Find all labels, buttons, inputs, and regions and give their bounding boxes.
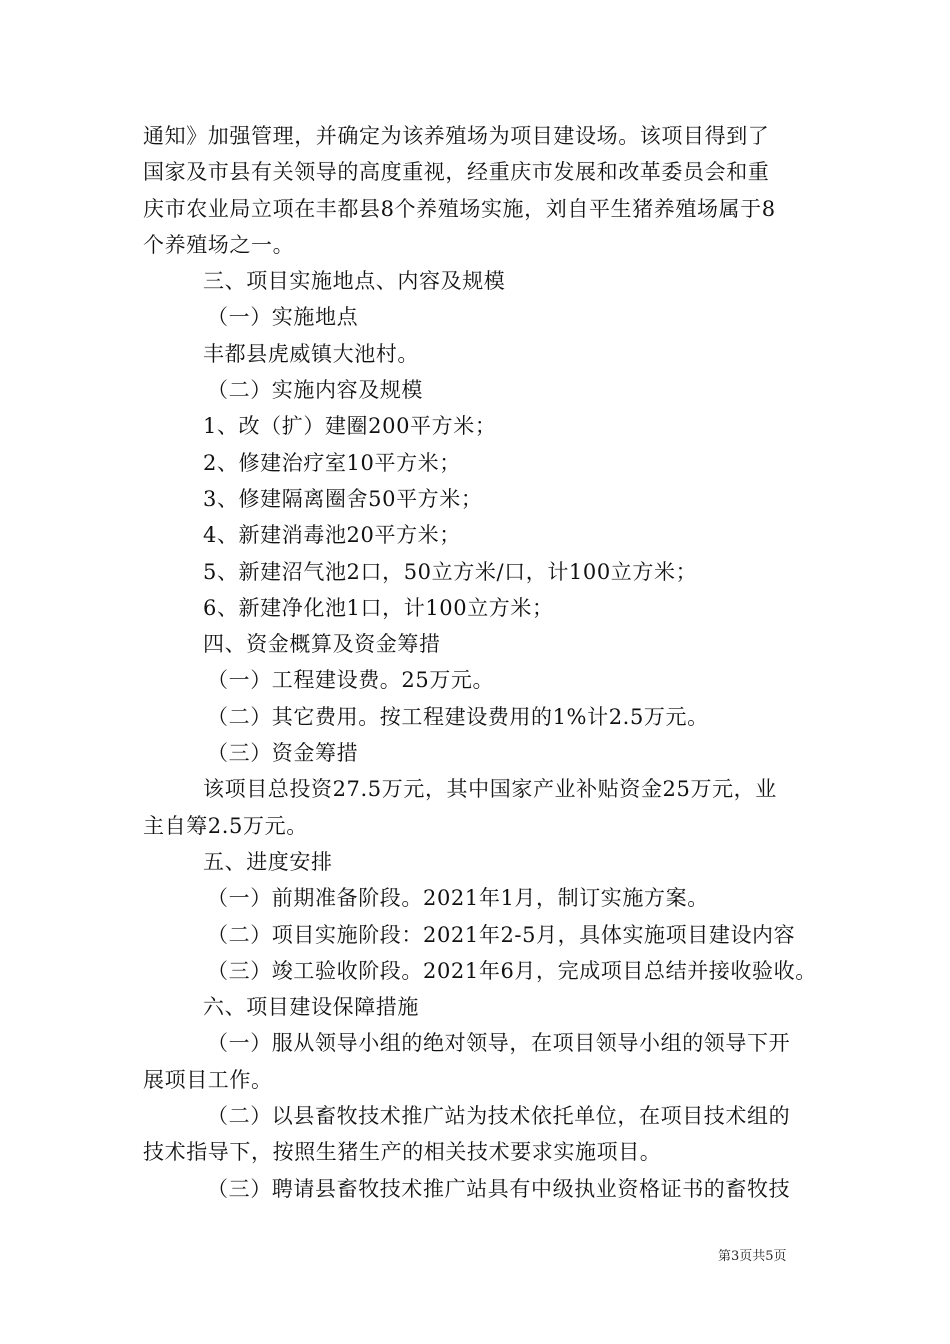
- section-heading-5: 五、进度安排: [203, 849, 333, 874]
- text-line-funding-2: 主自筹2.5万元。: [143, 813, 308, 838]
- text-line-location: 丰都县虎威镇大池村。: [203, 341, 419, 366]
- section-heading-6: 六、项目建设保障措施: [203, 995, 419, 1020]
- text-line-4: 个养殖场之一。: [143, 232, 295, 257]
- subheading-funding: （三）资金筹措: [207, 741, 359, 766]
- page-number: 第3页共5页: [718, 1249, 787, 1264]
- subheading-location: （一）实施地点: [207, 305, 359, 330]
- list-item-4: 4、新建消毒池20平方米；: [203, 523, 461, 548]
- body-text: [143, 118, 817, 1207]
- list-item-6: 6、新建净化池1口，计100立方米；: [203, 595, 554, 620]
- list-item-5: 5、新建沼气池2口，50立方米/口，计100立方米；: [203, 559, 698, 584]
- subheading-other-cost: （二）其它费用。按工程建设费用的1%计2.5万元。: [207, 704, 709, 729]
- section-heading-3: 三、项目实施地点、内容及规模: [203, 269, 506, 294]
- text-line-funding-1: 该项目总投资27.5万元，其中国家产业补贴资金25万元，业: [203, 777, 777, 802]
- measure-2-line-1: （二）以县畜牧技术推广站为技术依托单位，在项目技术组的: [207, 1104, 791, 1129]
- measure-1-line-2: 展项目工作。: [143, 1067, 273, 1092]
- measure-1-line-1: （一）服从领导小组的绝对领导，在项目领导小组的领导下开: [207, 1031, 791, 1056]
- schedule-item-1: （一）前期准备阶段。2021年1月，制订实施方案。: [207, 886, 709, 911]
- text-line-3: 庆市农业局立项在丰都县8个养殖场实施，刘自平生猪养殖场属于8: [143, 196, 776, 221]
- list-item-2: 2、修建治疗室10平方米；: [203, 450, 461, 475]
- section-heading-4: 四、资金概算及资金筹措: [203, 632, 441, 657]
- schedule-item-2: （二）项目实施阶段：2021年2-5月，具体实施项目建设内容: [207, 922, 796, 947]
- list-item-1: 1、改（扩）建圈200平方米；: [203, 414, 497, 439]
- subheading-construction-cost: （一）工程建设费。25万元。: [207, 668, 495, 693]
- list-item-3: 3、修建隔离圈舍50平方米；: [203, 486, 483, 511]
- subheading-content: （二）实施内容及规模: [207, 378, 423, 403]
- text-line-1: 通知》加强管理，并确定为该养殖场为项目建设场。该项目得到了: [143, 124, 770, 148]
- measure-3-line-1: （三）聘请县畜牧技术推广站具有中级执业资格证书的畜牧技: [207, 1176, 791, 1201]
- schedule-item-3: （三）竣工验收阶段。2021年6月，完成项目总结并接收验收。: [207, 958, 817, 983]
- text-line-2: 国家及市县有关领导的高度重视，经重庆市发展和改革委员会和重: [143, 160, 770, 185]
- measure-2-line-2: 技术指导下，按照生猪生产的相关技术要求实施项目。: [143, 1140, 662, 1165]
